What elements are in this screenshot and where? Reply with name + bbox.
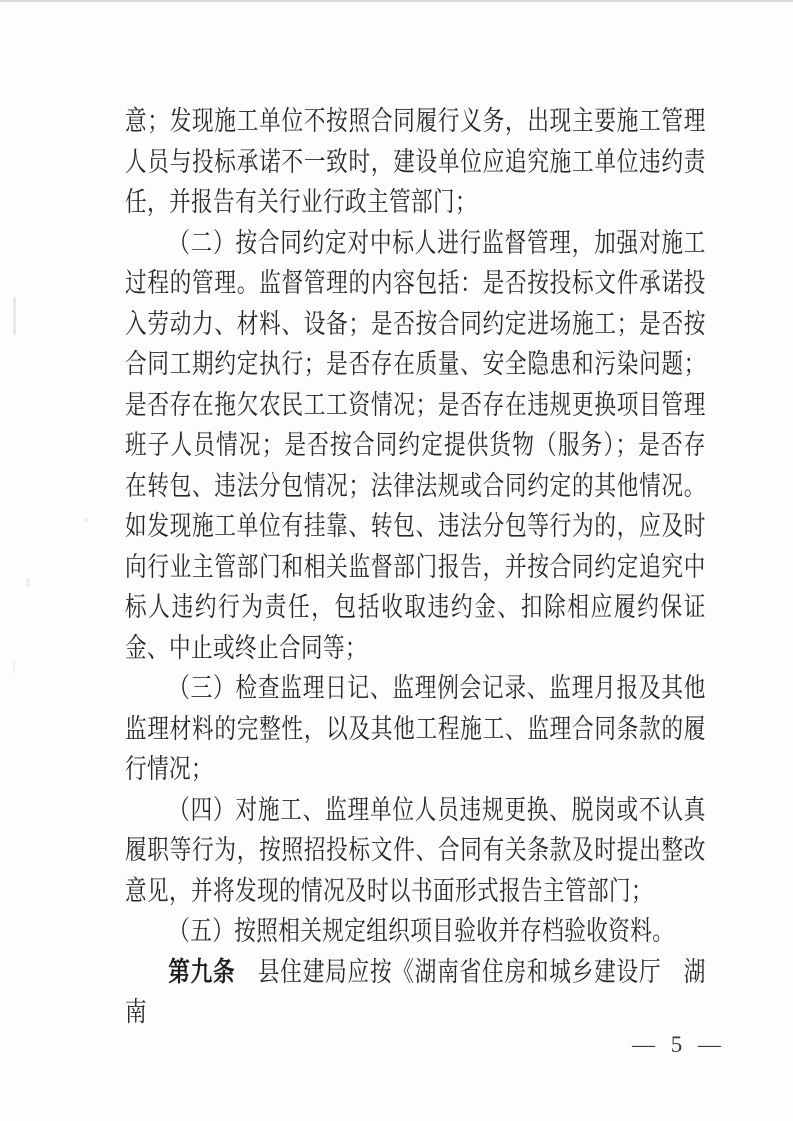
paragraph: （二）按合同约定对中标人进行监督管理，加强对施工过程的管理。监督管理的内容包括：是否按投标文件承诺投入劳动力、材料、设备；是否按合同约定进场施工；是否按合同工期约定执行；是否存在质量、安全隐患和污染问题；是否存在拖欠农民工工资情况；是否存在违规更换项目管理班子人员情况；是否按合同约定提供货物（服务）；是否存在转包、违法分包情况；法律法规或合同约定的其他情况。如发现施工单位有挂靠、转包、违法分包等行为的，应及时向行业主管部门和相关监督部门报告，并按合同约定追究中标人违约行为责任，包括收取违约金、扣除相应履约保证金、中止或终止合同等； [125,227,706,663]
scan-artifact [84,518,88,522]
scan-artifact [13,297,16,335]
scan-edge-line [0,0,793,2]
paragraph: （四）对施工、监理单位人员违规更换、脱岗或不认真履职等行为，按照招投标文件、合同有关条款及时提出整改意见，并将发现的情况及时以书面形式报告主管部门； [125,794,706,906]
paragraph: 第九条 县住建局应按《湖南省住房和城乡建设厅 湖南 [125,956,706,1027]
scan-artifact [13,660,15,674]
article-number: 第九条 [168,956,236,987]
paragraph: （三）检查监理日记、监理例会记录、监理月报及其他监理材料的完整性，以及其他工程施工、监理合同条款的履行情况； [125,673,706,784]
scan-artifact [26,578,30,587]
document-body [125,101,706,1033]
paragraph: （五）按照相关规定组织项目验收并存档验收资料。 [168,916,675,946]
paragraph: 意；发现施工单位不按照合同履行义务，出现主要施工管理人员与投标承诺不一致时，建设单位应追究施工单位违约责任，并报告有关行业行政主管部门； [125,106,706,217]
page-number: — 5 — [632,1032,726,1057]
